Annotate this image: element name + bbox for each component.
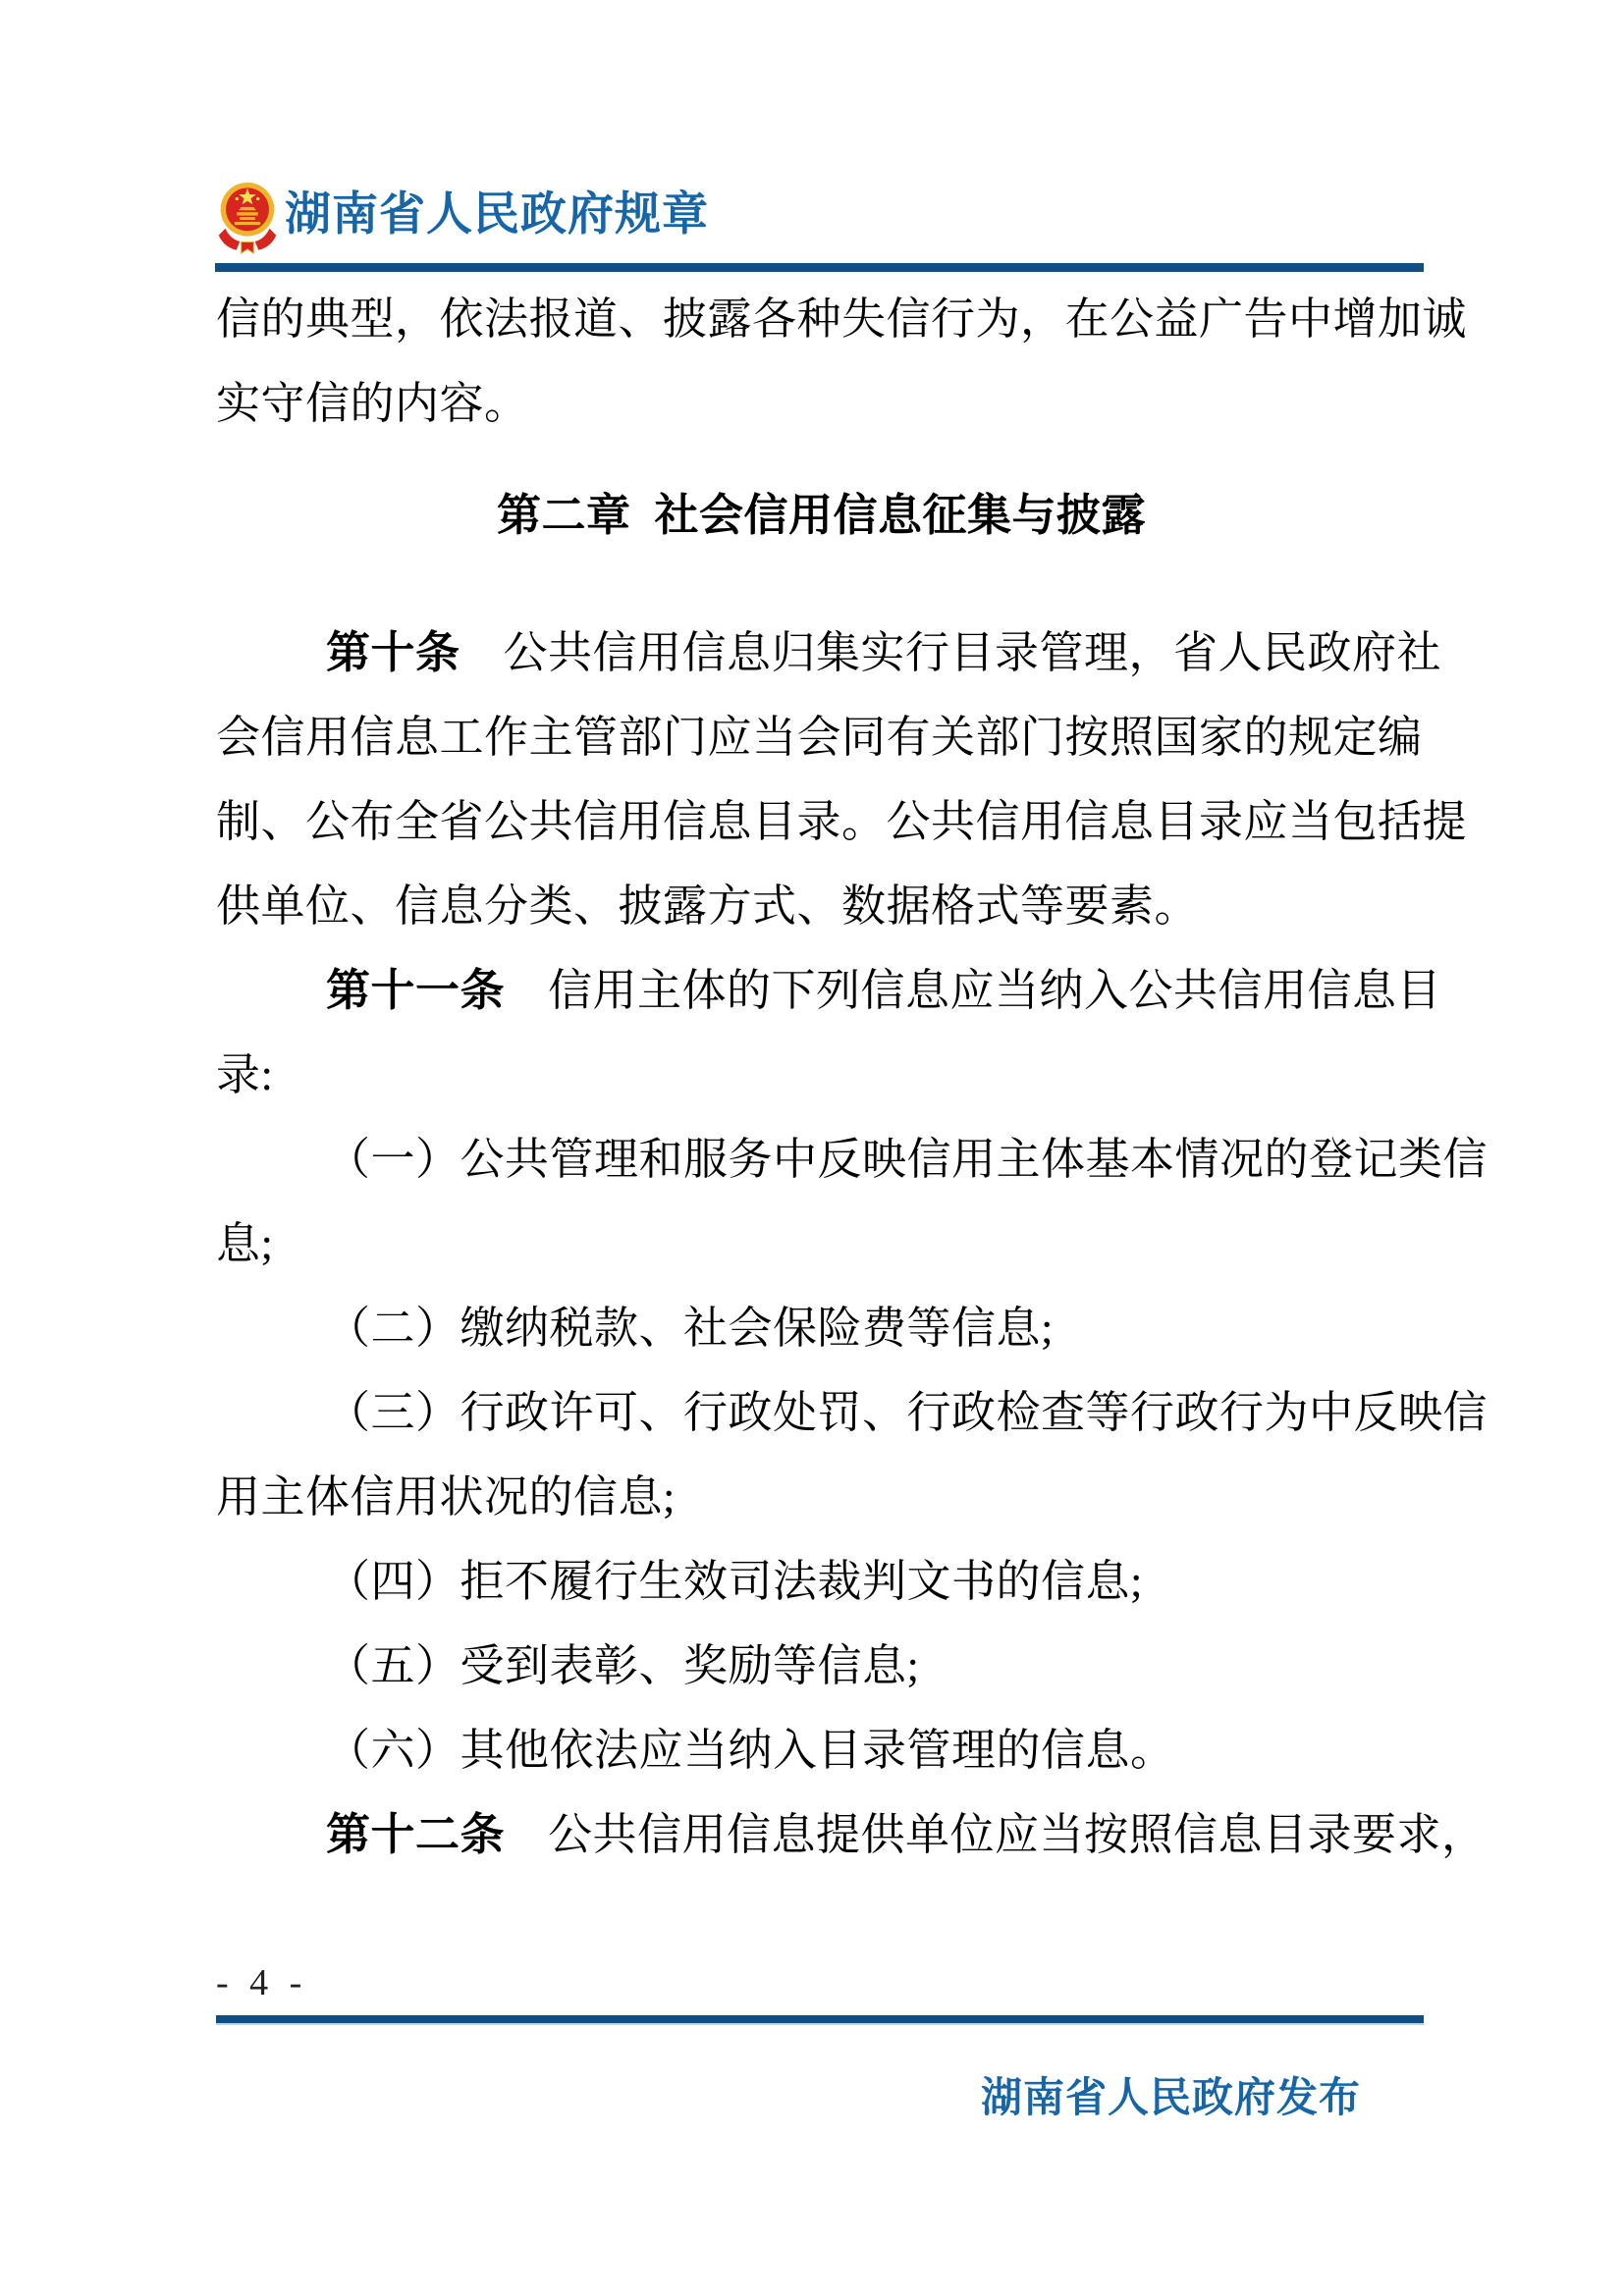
text-line: 会信用信息工作主管部门应当会同有关部门按照国家的规定编 — [216, 713, 1423, 762]
list-item-line: 用主体信用状况的信息; — [216, 1472, 677, 1522]
document-series-title: 湖南省人民政府规章 — [285, 187, 709, 240]
list-item-line: （四）拒不履行生效司法裁判文书的信息; — [326, 1557, 1144, 1606]
list-item-line: （二）缴纳税款、社会保险费等信息; — [326, 1304, 1055, 1353]
text-line: 信的典型，依法报道、披露各种失信行为，在公益广告中增加诚 — [216, 294, 1468, 344]
publisher-label: 湖南省人民政府发布 — [981, 2076, 1362, 2121]
chapter-heading — [216, 473, 1427, 558]
text-line — [216, 611, 1442, 695]
list-item-line: （五）受到表彰、奖励等信息; — [326, 1641, 920, 1690]
text-line: 实守信的内容。 — [216, 379, 529, 428]
text-line — [216, 948, 1442, 1033]
header-rule — [215, 263, 1424, 272]
list-item-line: （一）公共管理和服务中反映信用主体基本情况的登记类信 — [326, 1135, 1489, 1184]
text-line: 制、公布全省公共信用信息目录。公共信用信息目录应当包括提 — [216, 797, 1468, 846]
article-text: 信用主体的下列信息应当纳入公共信用信息目 — [548, 966, 1442, 1015]
text-line: 供单位、信息分类、披露方式、数据格式等要素。 — [216, 881, 1200, 931]
footer-rule — [216, 2015, 1424, 2025]
national-emblem-icon — [218, 181, 277, 261]
article-number: 第十一条 — [326, 965, 506, 1015]
chapter-title: 社会信用信息征集与披露 — [654, 490, 1147, 540]
list-item-line: （六）其他依法应当纳入目录管理的信息。 — [326, 1726, 1175, 1775]
chapter-number: 第二章 — [496, 490, 631, 540]
article-number: 第十条 — [326, 627, 460, 677]
text-line — [216, 1792, 1487, 1877]
list-item-line: （三）行政许可、行政处罚、行政检查等行政行为中反映信 — [326, 1388, 1489, 1437]
page-header — [216, 177, 1424, 265]
document-body — [216, 277, 1489, 1877]
article-number: 第十二条 — [326, 1809, 506, 1859]
list-item-line: 息; — [216, 1219, 274, 1268]
article-text: 公共信用信息提供单位应当按照信息目录要求， — [548, 1810, 1487, 1859]
text-line: 录: — [216, 1050, 274, 1099]
article-text: 公共信用信息归集实行目录管理，省人民政府社 — [503, 628, 1442, 677]
page-number: - 4 - — [216, 1962, 308, 2003]
